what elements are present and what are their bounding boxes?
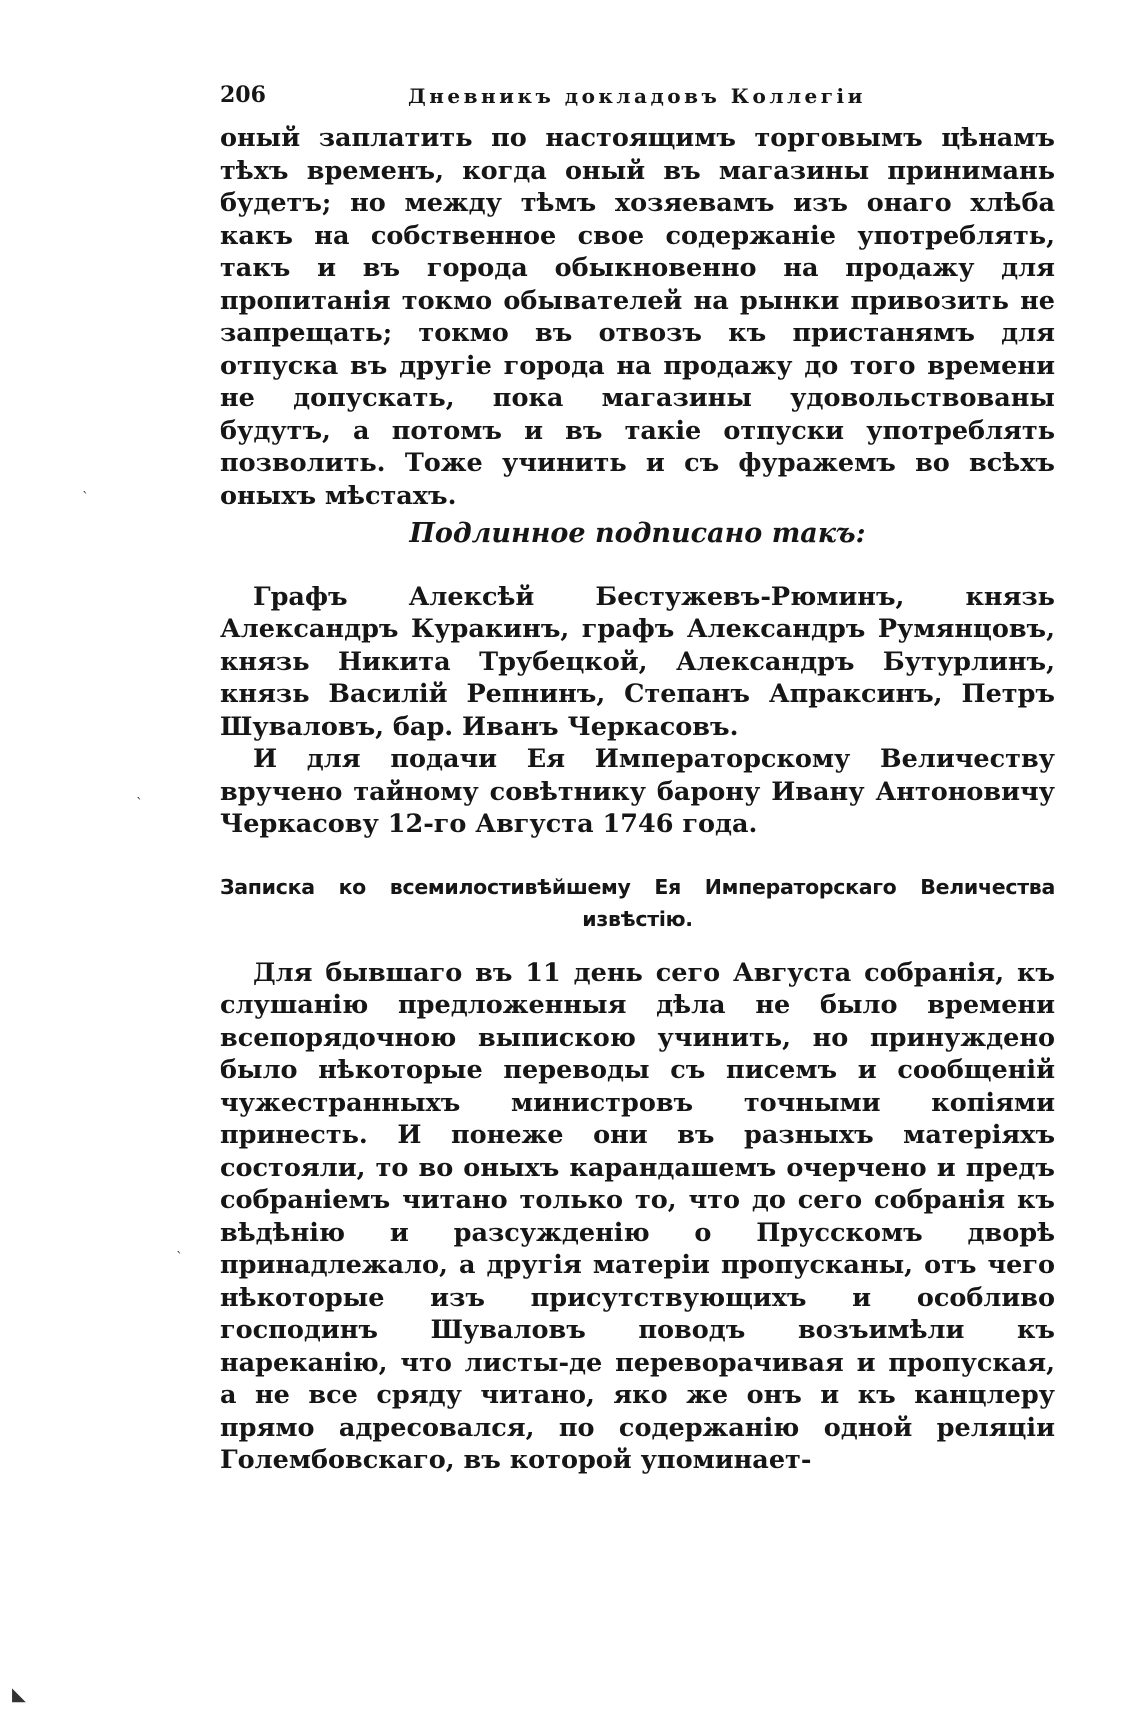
- paragraph-continuation: оный заплатить по настоящимъ торговымъ цѣнамъ тѣхъ временъ, когда оный въ магазины принимань будетъ; но между тѣмъ хозяевамъ изъ онаго хлѣба какъ на собственное свое содержаніе употреблять, такъ и въ города обыкновенно на продажу для пропитанія токмо обывателей на рынки привозить не запрещать; токмо въ отвозъ къ пристанямъ для отпуска въ другіе города на продажу до того времени не допускать, пока магазины удовольствованы будутъ, а потомъ и въ такіе отпуски употреблять позволить. Тоже учинить и съ фуражемъ во всѣхъ оныхъ мѣстахъ.: [220, 123, 1055, 511]
- corner-mark: ◣: [12, 1684, 26, 1705]
- margin-speck: ˋ: [136, 796, 143, 812]
- page-header: [220, 82, 1055, 116]
- margin-speck: ˋ: [176, 1250, 183, 1266]
- paragraph-submission: И для подачи Ея Императорскому Величеству вручено тайному совѣтнику барону Ивану Антоновичу Черкасову 12-го Августа 1746 года.: [220, 744, 1055, 839]
- body-text: [220, 122, 1055, 1477]
- section-heading: Записка ко всемилостивѣйшему Ея Императорскаго Величества извѣстію.: [220, 874, 1055, 931]
- paragraph-signatories: Графъ Алексѣй Бестужевъ-Рюминъ, князь Александръ Куракинъ, графъ Александръ Румянцовъ, князь Никита Трубецкой, Александръ Бутурлинъ, князь Василій Репнинъ, Степанъ Апраксинъ, Петръ Шуваловъ, бар. Иванъ Черкасовъ.: [220, 581, 1055, 742]
- margin-speck: ˋ: [82, 490, 89, 506]
- document-page: [220, 82, 1055, 1477]
- running-title: Дневникъ докладовъ Коллегіи: [408, 84, 866, 108]
- signed-heading: Подлинное подписано такъ:: [409, 518, 866, 549]
- paragraph-note: Для бывшаго въ 11 день сего Августа собранія, къ слушанію предложенныя дѣла не было времени всепорядочною выпискою учинить, но принуждено было нѣкоторые переводы съ писемъ и сообщеній чужестранныхъ министровъ точными копіями принесть. И понеже они въ разныхъ матеріяхъ состояли, то во оныхъ карандашемъ очерчено и предъ собраніемъ читано только то, что до сего собранія къ вѣдѣнію и разсужденію о Прусскомъ дворѣ принадлежало, а другія матеріи пропусканы, отъ чего нѣкоторые изъ присутствующихъ и особливо господинъ Шуваловъ поводъ возъимѣли къ нареканію, что листы-де переворачивая и пропуская, а не все сряду читано, яко же онъ и къ канцлеру прямо адресовался, по содержанію одной реляціи Голембовскаго, въ которой упоминает-: [220, 957, 1055, 1475]
- page-number: 206: [220, 82, 266, 108]
